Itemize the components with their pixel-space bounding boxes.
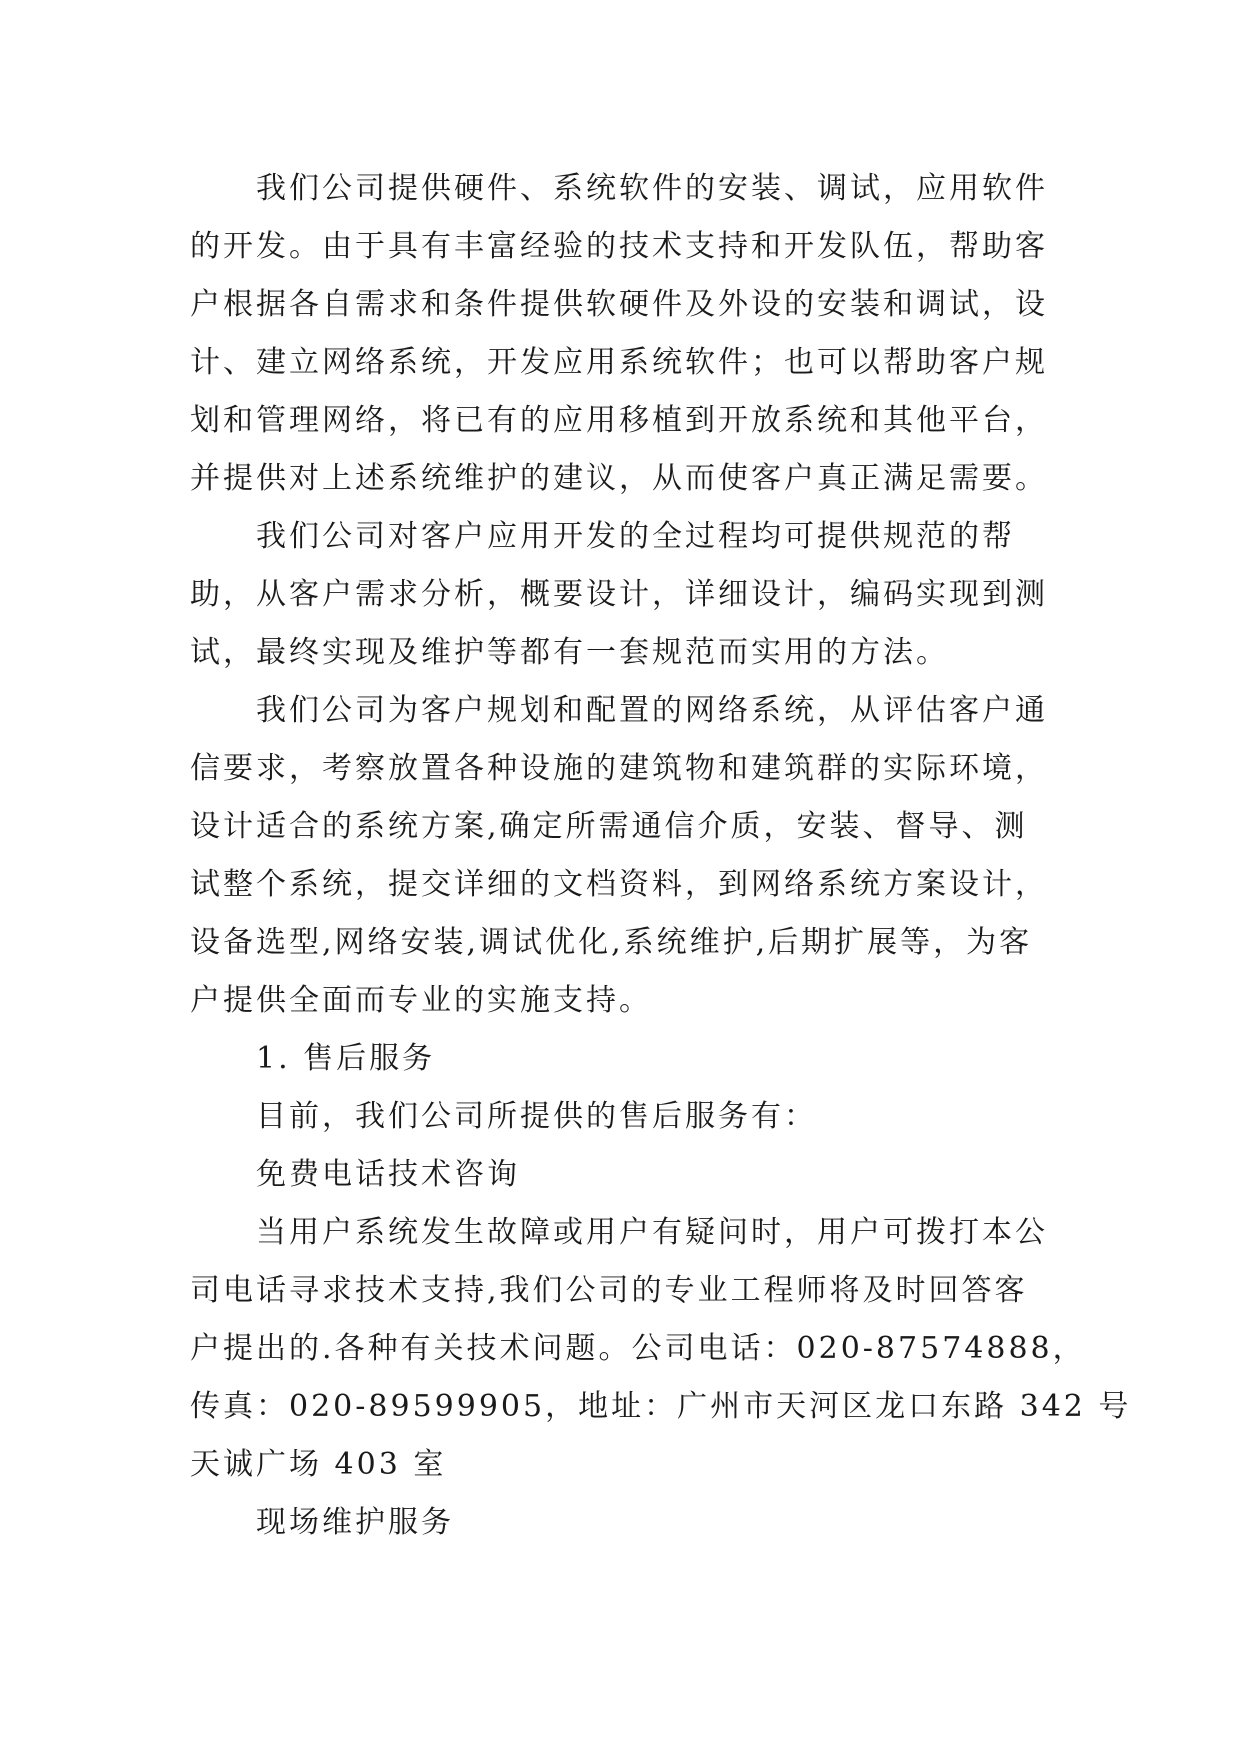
paragraph-line: 划和管理网络，将已有的应用移植到开放系统和其他平台， <box>190 403 1048 438</box>
paragraph-line: 我们公司为客户规划和配置的网络系统，从评估客户通 <box>256 693 1048 728</box>
paragraph-line: 当用户系统发生故障或用户有疑问时，用户可拨打本公 <box>256 1215 1048 1250</box>
paragraph-line: 助，从客户需求分析，概要设计，详细设计，编码实现到测 <box>190 577 1048 612</box>
paragraph-line: 计、建立网络系统，开发应用系统软件；也可以帮助客户规 <box>190 345 1048 380</box>
paragraph-line: 设备选型,网络安装,调试优化,系统维护,后期扩展等，为客 <box>190 925 1033 960</box>
subheading: 现场维护服务 <box>256 1505 454 1540</box>
paragraph-line: 试，最终实现及维护等都有一套规范而实用的方法。 <box>190 635 949 670</box>
paragraph-line: 传真：020-89599905，地址：广州市天河区龙口东路 342 号 <box>190 1389 1132 1424</box>
paragraph-line: 户提出的.各种有关技术问题。公司电话：020-87574888， <box>190 1331 1086 1366</box>
paragraph-line: 的开发。由于具有丰富经验的技术支持和开发队伍，帮助客 <box>190 229 1048 264</box>
document-body <box>190 160 1132 1552</box>
paragraph-line: 我们公司提供硬件、系统软件的安装、调试，应用软件 <box>256 171 1048 206</box>
paragraph-line: 并提供对上述系统维护的建议，从而使客户真正满足需要。 <box>190 461 1048 496</box>
paragraph-line: 设计适合的系统方案,确定所需通信介质，安装、督导、测 <box>190 809 1028 844</box>
paragraph-line: 试整个系统，提交详细的文档资料，到网络系统方案设计， <box>190 867 1048 902</box>
paragraph-line: 天诚广场 403 室 <box>190 1447 447 1482</box>
subheading: 免费电话技术咨询 <box>256 1157 520 1192</box>
section-heading: 1. 售后服务 <box>256 1041 436 1076</box>
paragraph-line: 户根据各自需求和条件提供软硬件及外设的安装和调试，设 <box>190 287 1048 322</box>
paragraph-line: 信要求，考察放置各种设施的建筑物和建筑群的实际环境， <box>190 751 1048 786</box>
paragraph-line: 司电话寻求技术支持,我们公司的专业工程师将及时回答客 <box>190 1273 1028 1308</box>
paragraph-line: 目前，我们公司所提供的售后服务有： <box>256 1099 817 1134</box>
paragraph-line: 户提供全面而专业的实施支持。 <box>190 983 652 1018</box>
paragraph-line: 我们公司对客户应用开发的全过程均可提供规范的帮 <box>256 519 1015 554</box>
